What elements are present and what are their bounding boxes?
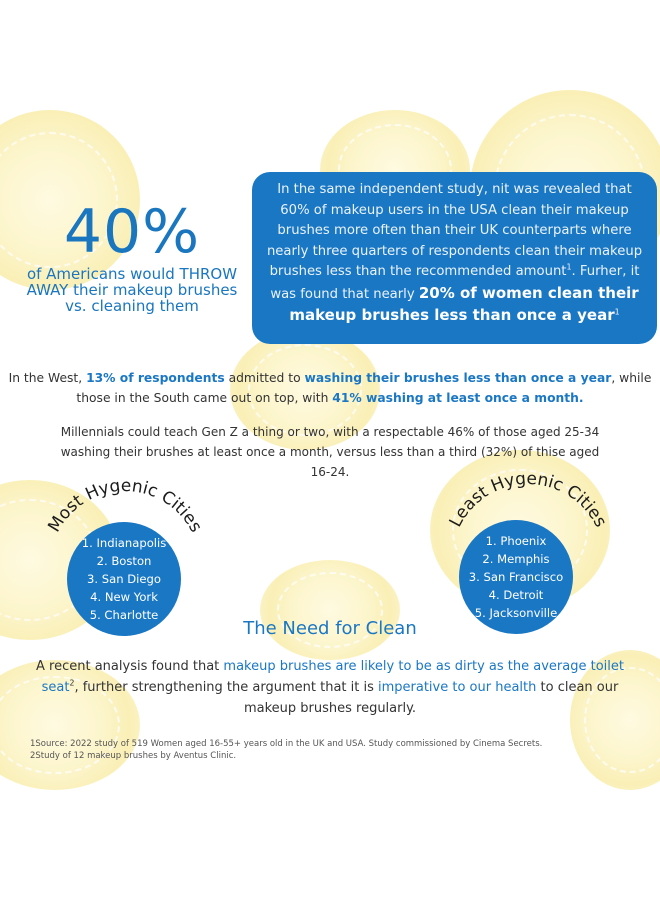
lemon-slice-decoration — [260, 560, 400, 660]
stat-block — [22, 197, 242, 315]
city-item: 3. San Diego — [87, 572, 161, 586]
paragraph-text: admitted to — [224, 371, 305, 385]
city-item: 1. Phoenix — [485, 534, 547, 548]
stat-line: vs. cleaning them — [65, 297, 199, 315]
most-hygenic-list — [82, 534, 167, 624]
stat-line: of Americans would THROW — [26, 265, 238, 283]
least-hygenic-list — [469, 532, 563, 622]
stat-number: 40% — [63, 197, 201, 267]
paragraph-text: , while those in the South came out on top, with — [76, 371, 652, 405]
study-callout-text — [262, 180, 647, 328]
city-item: 1. Indianapolis — [81, 536, 167, 550]
study-callout-box — [252, 172, 657, 344]
study-highlight: 20% of women clean their makeup brushes less than once a year — [289, 283, 639, 324]
stat-description — [22, 266, 242, 314]
paragraph-highlight: 13% of respondents — [86, 371, 225, 385]
paragraph-highlight: makeup brushes are likely to be as dirty as the average toilet seat — [41, 659, 624, 695]
footnote-ref: 1 — [566, 262, 572, 272]
paragraph-text: to clean our makeup brushes regularly. — [243, 680, 619, 716]
least-hygenic-circle — [459, 520, 573, 634]
city-item: 4. New York — [90, 590, 158, 604]
footnote-ref: 1 — [614, 307, 620, 317]
city-item: 5. Jacksonville — [474, 606, 558, 620]
footnote: 1Source: 2022 study of 519 Women aged 16-55+ years old in the UK and USA. Study commissioned by Cinema Secrets. — [30, 739, 543, 749]
city-item: 2. Memphis — [482, 552, 550, 566]
study-text: In the same independent study, nit was revealed that 60% of makeup users in the USA clean their makeup brushes more often than their UK counterparts where nearly three quarters of respondents clean their makeup brushes less than the recommended amount — [266, 182, 643, 279]
paragraph-text: , further strengthening the argument that it is — [74, 680, 378, 695]
paragraph-highlight: 41% washing at least once a month. — [332, 391, 584, 405]
city-item: 3. San Francisco — [468, 570, 564, 584]
footnotes — [30, 738, 542, 762]
paragraph-highlight: imperative to our health — [378, 680, 537, 695]
city-item: 2. Boston — [96, 554, 152, 568]
footnote-ref: 2 — [69, 678, 75, 688]
region-paragraph — [0, 368, 660, 408]
footnote: 2Study of 12 makeup brushes by Aventus Clinic. — [30, 751, 237, 761]
city-item: 4. Detroit — [488, 588, 544, 602]
section-title: The Need for Clean — [243, 618, 417, 639]
paragraph-text: A recent analysis found that — [36, 659, 224, 674]
stat-line: AWAY their makeup brushes — [26, 281, 238, 299]
paragraph-text: In the West, — [8, 371, 87, 385]
least-hygenic-title: Least Hygenic Cities — [445, 468, 611, 531]
millennials-paragraph: Millennials could teach Gen Z a thing or two, with a respectable 46% of those aged 25-34 washing their brushes at least once a month, versus less than a third (32%) of thise aged 16-24. — [60, 425, 600, 479]
study-text: . Furher, it was found that nearly — [270, 264, 640, 302]
most-hygenic-title: Most Hygenic Cities — [44, 475, 206, 536]
city-item: 5. Charlotte — [89, 608, 159, 622]
paragraph-highlight: washing their brushes less than once a year — [304, 371, 612, 385]
need-for-clean-paragraph — [22, 656, 638, 719]
